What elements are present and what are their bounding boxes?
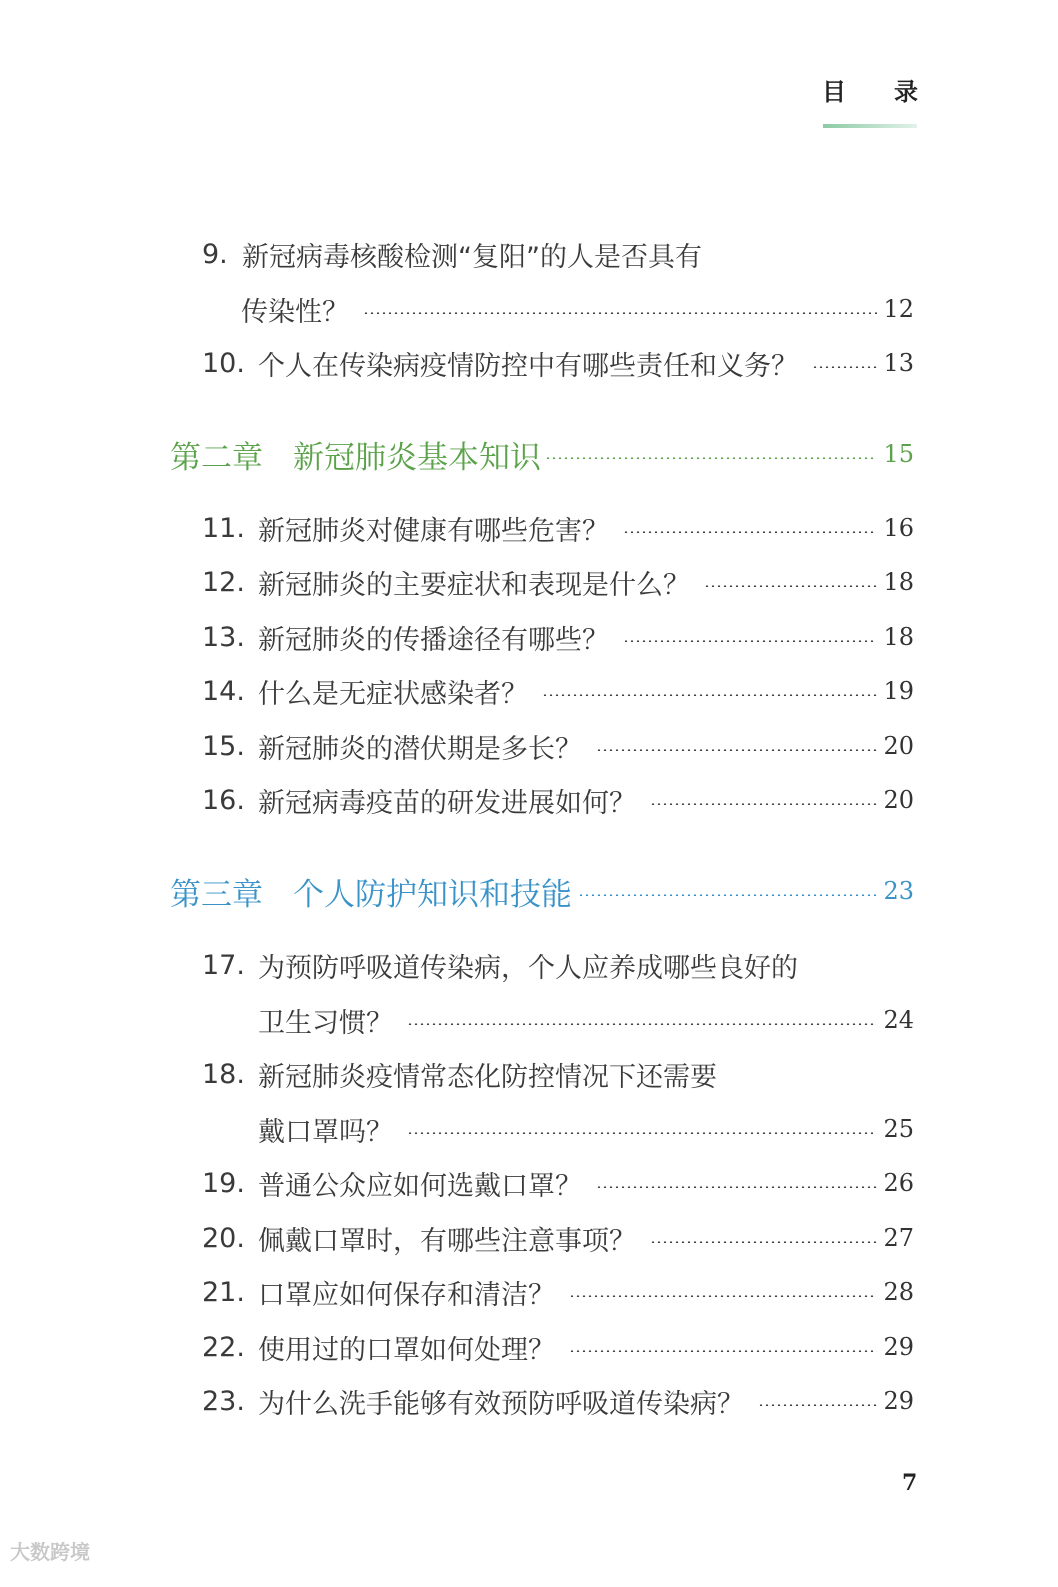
entry-title: 新冠病毒核酸检测“复阳”的人是否具有 [242,241,702,273]
leader-dots [578,894,877,896]
toc-entry-20 [202,1218,914,1258]
entry-number: 10. [202,347,245,379]
toc-entry-17-cont [258,1000,914,1040]
entry-title: 新冠肺炎的传播途径有哪些？ [258,624,609,656]
entry-number: 20. [202,1222,245,1254]
entry-page: 12 [883,295,914,323]
entry-title: 个人在传染病疫情防控中有哪些责任和义务？ [258,350,798,382]
chapter-page: 15 [883,440,914,468]
entry-title: 新冠肺炎的主要症状和表现是什么？ [258,569,690,601]
leader-dots [704,585,877,587]
entry-page: 27 [883,1224,914,1252]
entry-title: 普通公众应如何选戴口罩？ [258,1170,582,1202]
leader-dots [623,531,877,533]
leader-dots [650,803,877,805]
entry-page: 20 [883,732,914,760]
leader-dots [596,1186,877,1188]
entry-page: 25 [883,1115,914,1143]
leader-dots [569,1295,877,1297]
entry-number: 22. [202,1331,245,1363]
entry-page: 24 [883,1006,914,1034]
chapter-label: 第二章 [170,439,263,476]
chapter-title: 个人防护知识和技能 [293,876,572,913]
toc-entry-9-cont [241,289,914,329]
entry-number: 14. [202,675,245,707]
toc-entry-18 [202,1054,914,1094]
entry-number: 19. [202,1167,245,1199]
entry-title: 为什么洗手能够有效预防呼吸道传染病？ [258,1388,744,1420]
chapter-3-heading [170,869,914,913]
toc-entry-22 [202,1327,914,1367]
leader-dots [758,1404,877,1406]
entry-number: 21. [202,1276,245,1308]
page-number: 7 [902,1470,918,1496]
entry-title: 口罩应如何保存和清洁？ [258,1279,555,1311]
entry-title: 什么是无症状感染者？ [258,678,528,710]
entry-page: 26 [883,1169,914,1197]
entry-title: 卫生习惯？ [258,1007,393,1039]
leader-dots [650,1241,877,1243]
leader-dots [407,1023,877,1025]
entry-number: 9. [202,238,228,270]
entry-page: 20 [883,786,914,814]
entry-number: 12. [202,566,245,598]
entry-number: 23. [202,1385,245,1417]
toc-entry-14 [202,671,914,711]
toc-entry-16 [202,780,914,820]
toc-entry-9 [202,234,914,274]
chapter-page: 23 [883,877,914,905]
toc-entry-18-cont [258,1109,914,1149]
toc-entry-13 [202,617,914,657]
header-title-char-1: 目 [822,78,846,106]
entry-title: 新冠肺炎对健康有哪些危害？ [258,515,609,547]
entry-number: 11. [202,512,245,544]
toc-entry-11 [202,508,914,548]
entry-title: 新冠病毒疫苗的研发进展如何？ [258,787,636,819]
entry-page: 16 [883,514,914,542]
entry-number: 16. [202,784,245,816]
entry-number: 13. [202,621,245,653]
entry-number: 15. [202,730,245,762]
toc-entry-17 [202,945,914,985]
entry-title: 为预防呼吸道传染病，个人应养成哪些良好的 [258,952,798,984]
leader-dots [542,694,877,696]
leader-dots [569,1350,877,1352]
entry-page: 18 [883,568,914,596]
entry-page: 19 [883,677,914,705]
header-rule [823,124,917,128]
watermark: 大数跨境 [10,1540,90,1564]
chapter-title: 新冠肺炎基本知识 [293,439,541,476]
toc-entry-19 [202,1163,914,1203]
leader-dots [363,312,877,314]
entry-title: 使用过的口罩如何处理？ [258,1334,555,1366]
toc-entry-12 [202,562,914,602]
toc-entry-15 [202,726,914,766]
entry-number: 17. [202,949,245,981]
entry-number: 18. [202,1058,245,1090]
toc-entry-21 [202,1272,914,1312]
entry-title: 佩戴口罩时，有哪些注意事项？ [258,1225,636,1257]
toc-entry-23 [202,1381,914,1421]
chapter-label: 第三章 [170,876,263,913]
entry-page: 13 [883,349,914,377]
entry-page: 28 [883,1278,914,1306]
header-title [822,72,918,107]
entry-title: 新冠肺炎的潜伏期是多长？ [258,733,582,765]
leader-dots [545,457,877,459]
chapter-2-heading [170,432,914,476]
leader-dots [623,640,877,642]
leader-dots [812,366,877,368]
entry-page: 18 [883,623,914,651]
leader-dots [407,1132,877,1134]
entry-title: 戴口罩吗？ [258,1116,393,1148]
leader-dots [596,749,877,751]
entry-page: 29 [883,1387,914,1415]
entry-title: 传染性？ [241,296,349,328]
entry-title: 新冠肺炎疫情常态化防控情况下还需要 [258,1061,717,1093]
toc-entry-10 [202,343,914,383]
entry-page: 29 [883,1333,914,1361]
header-title-char-2: 录 [894,78,918,106]
